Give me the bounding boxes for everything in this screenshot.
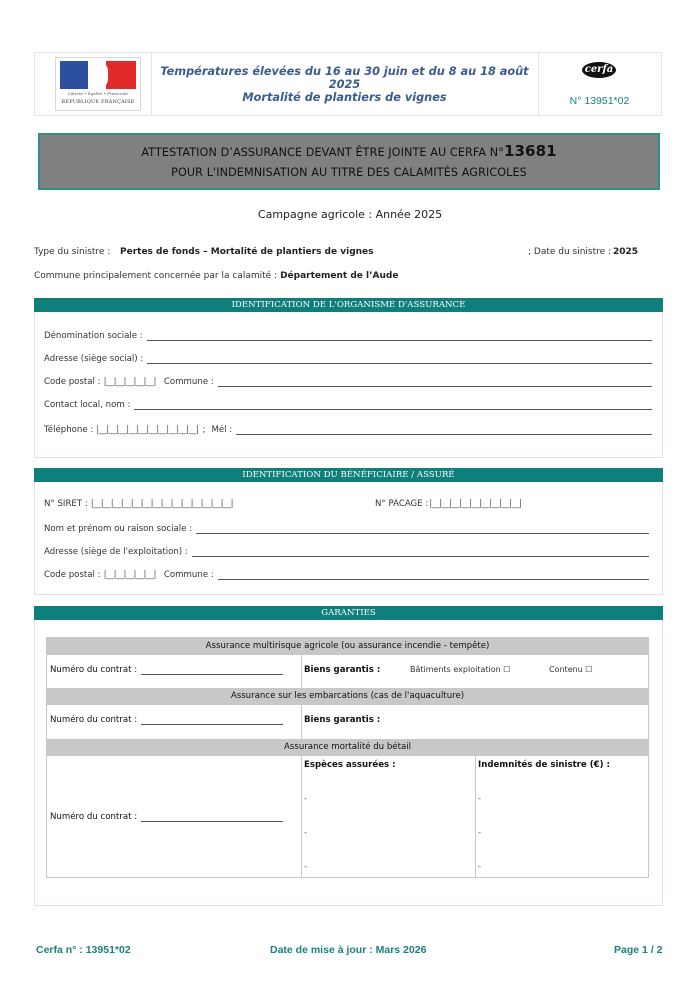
multirisque-contrat-label: Numéro du contrat : — [50, 665, 138, 675]
column-divider — [301, 756, 302, 877]
contenu-option[interactable] — [549, 665, 592, 674]
header-title-line-3: Mortalité de plantiers de vignes — [242, 90, 447, 104]
beneficiaire-code-postal-boxes[interactable]: |__|__|__|__|__| — [103, 570, 156, 580]
embarcations-biens-label: Biens garantis : — [304, 715, 381, 725]
footer-cerfa: Cerfa n° : 13951*02 — [36, 944, 131, 956]
campagne-agricole: Campagne agricole : Année 2025 — [257, 208, 443, 221]
indemnites-label: Indemnités de sinistre (€) : — [478, 760, 610, 770]
banner-line-1-text: ATTESTATION D’ASSURANCE DEVANT ÊTRE JOINTE AU CERFA N° — [141, 145, 504, 159]
section-garanties — [34, 606, 663, 906]
header-title-line-1: Températures élevées du 16 au 30 juin et du 8 au 18 août — [160, 64, 529, 78]
denomination-label: Dénomination sociale : — [44, 331, 143, 341]
adresse-exploitation-field[interactable] — [44, 547, 649, 557]
garanties-table — [46, 637, 649, 878]
siret-label: N° SIRET : — [44, 499, 88, 509]
telephone-label: Téléphone : — [44, 425, 94, 435]
type-sinistre-label: Type du sinistre : — [34, 247, 111, 257]
beneficiaire-code-postal-field[interactable] — [44, 570, 649, 580]
siret-field[interactable] — [44, 499, 233, 509]
pacage-boxes[interactable]: |__|__|__|__|__|__|__|__|__| — [429, 499, 522, 509]
code-postal-label: Code postal : — [44, 377, 101, 387]
logo-motto: Liberté • Égalité • Fraternité — [68, 91, 128, 96]
telephone-mel-field[interactable] — [44, 425, 652, 435]
contenu-checkbox[interactable]: ☐ — [585, 665, 593, 674]
date-sinistre-value: 2025 — [613, 247, 639, 257]
header-title-line-2: 2025 — [328, 77, 361, 91]
logo-name: RÉPUBLIQUE FRANÇAISE — [61, 99, 135, 105]
banner-cerfa-number: 13681 — [503, 141, 557, 160]
commune-concernee — [34, 271, 398, 281]
marianne-flag-icon — [60, 61, 136, 89]
commune-input-line[interactable] — [218, 377, 652, 387]
nom-field[interactable] — [44, 524, 649, 534]
multirisque-contrat-input-line[interactable] — [141, 665, 283, 675]
telephone-boxes[interactable]: |__|__|__|__|__|__|__|__|__|__| — [96, 425, 199, 435]
indemnites-dash-3[interactable]: - — [478, 862, 482, 872]
section-garanties-title: GARANTIES — [34, 606, 663, 620]
pacage-field[interactable] — [375, 499, 522, 509]
contact-label: Contact local, nom : — [44, 400, 131, 410]
beneficiaire-code-postal-label: Code postal : — [44, 570, 101, 580]
mel-input-line[interactable] — [236, 425, 652, 435]
nom-label: Nom et prénom ou raison sociale : — [44, 524, 193, 534]
nom-input-line[interactable] — [196, 524, 649, 534]
republique-francaise-logo — [55, 57, 141, 111]
betail-contrat-label: Numéro du contrat : — [50, 812, 138, 822]
especes-label: Espèces assurées : — [304, 760, 396, 770]
especes-dash-1[interactable]: - — [304, 794, 308, 804]
commune-concernee-label: Commune principalement concernée par la calamité : — [34, 271, 278, 281]
mel-separator: ; — [202, 425, 206, 435]
adresse-label: Adresse (siège social) : — [44, 354, 144, 364]
beneficiaire-commune-input-line[interactable] — [218, 570, 649, 580]
mel-label: Mél : — [211, 425, 233, 435]
type-sinistre-value: Pertes de fonds – Mortalité de plantiers de vignes — [120, 247, 374, 257]
batiments-checkbox[interactable]: ☐ — [503, 665, 511, 674]
denomination-field[interactable] — [44, 331, 652, 341]
contenu-label: Contenu — [549, 665, 583, 674]
section-beneficiaire — [34, 468, 663, 595]
attestation-banner — [38, 133, 660, 190]
column-divider — [475, 756, 476, 877]
cerfa-number: N° 13951*02 — [569, 95, 630, 107]
betail-contrat-input-line[interactable] — [141, 812, 283, 822]
especes-dash-2[interactable]: - — [304, 828, 308, 838]
embarcations-contrat-label: Numéro du contrat : — [50, 715, 138, 725]
banner-line-1 — [141, 141, 556, 163]
multirisque-biens-label: Biens garantis : — [304, 665, 381, 675]
pacage-label: N° PACAGE : — [375, 499, 429, 509]
contact-input-line[interactable] — [134, 400, 652, 410]
adresse-field[interactable] — [44, 354, 652, 364]
batiments-option[interactable] — [410, 665, 510, 674]
header-title — [151, 53, 539, 115]
adresse-input-line[interactable] — [147, 354, 652, 364]
embarcations-header: Assurance sur les embarcations (cas de l'aquaculture) — [47, 688, 648, 705]
siret-boxes[interactable]: |__|__|__|__|__|__|__|__|__|__|__|__|__|__| — [90, 499, 233, 509]
denomination-input-line[interactable] — [147, 331, 652, 341]
contact-field[interactable] — [44, 400, 652, 410]
multirisque-contrat-field[interactable] — [50, 665, 283, 675]
adresse-exploitation-label: Adresse (siège de l'exploitation) : — [44, 547, 188, 557]
betail-contrat-field[interactable] — [50, 812, 283, 822]
banner-line-2: POUR L'INDEMNISATION AU TITRE DES CALAMITÉS AGRICOLES — [171, 165, 527, 179]
code-postal-commune-field[interactable] — [44, 377, 652, 387]
beneficiaire-commune-label: Commune : — [163, 570, 214, 580]
section-beneficiaire-title: IDENTIFICATION DU BÉNÉFICIAIRE / ASSURÉ — [34, 468, 663, 482]
indemnites-dash-2[interactable]: - — [478, 828, 482, 838]
embarcations-contrat-input-line[interactable] — [141, 715, 283, 725]
especes-dash-3[interactable]: - — [304, 862, 308, 872]
section-organisme-title: IDENTIFICATION DE L'ORGANISME D'ASSURANCE — [34, 298, 663, 312]
adresse-exploitation-input-line[interactable] — [192, 547, 649, 557]
footer-page: Page 1 / 2 — [614, 944, 663, 956]
column-divider — [301, 655, 302, 688]
commune-concernee-value: Département de l’Aude — [280, 271, 399, 281]
column-divider — [301, 705, 302, 739]
cerfa-logo: cerfa — [582, 62, 616, 78]
multirisque-header: Assurance multirisque agricole (ou assurance incendie - tempête) — [47, 638, 648, 655]
embarcations-contrat-field[interactable] — [50, 715, 283, 725]
batiments-label: Bâtiments exploitation — [410, 665, 501, 674]
betail-header: Assurance mortalité du bétail — [47, 739, 648, 756]
cerfa-cell — [538, 53, 661, 115]
code-postal-boxes[interactable]: |__|__|__|__|__| — [103, 377, 156, 387]
indemnites-dash-1[interactable]: - — [478, 794, 482, 804]
logo-cell — [35, 53, 152, 115]
footer-date: Date de mise à jour : Mars 2026 — [270, 944, 427, 956]
form-header — [34, 52, 662, 116]
section-organisme — [34, 298, 663, 458]
date-sinistre-label: ; Date du sinistre : — [528, 247, 612, 257]
commune-label: Commune : — [163, 377, 214, 387]
